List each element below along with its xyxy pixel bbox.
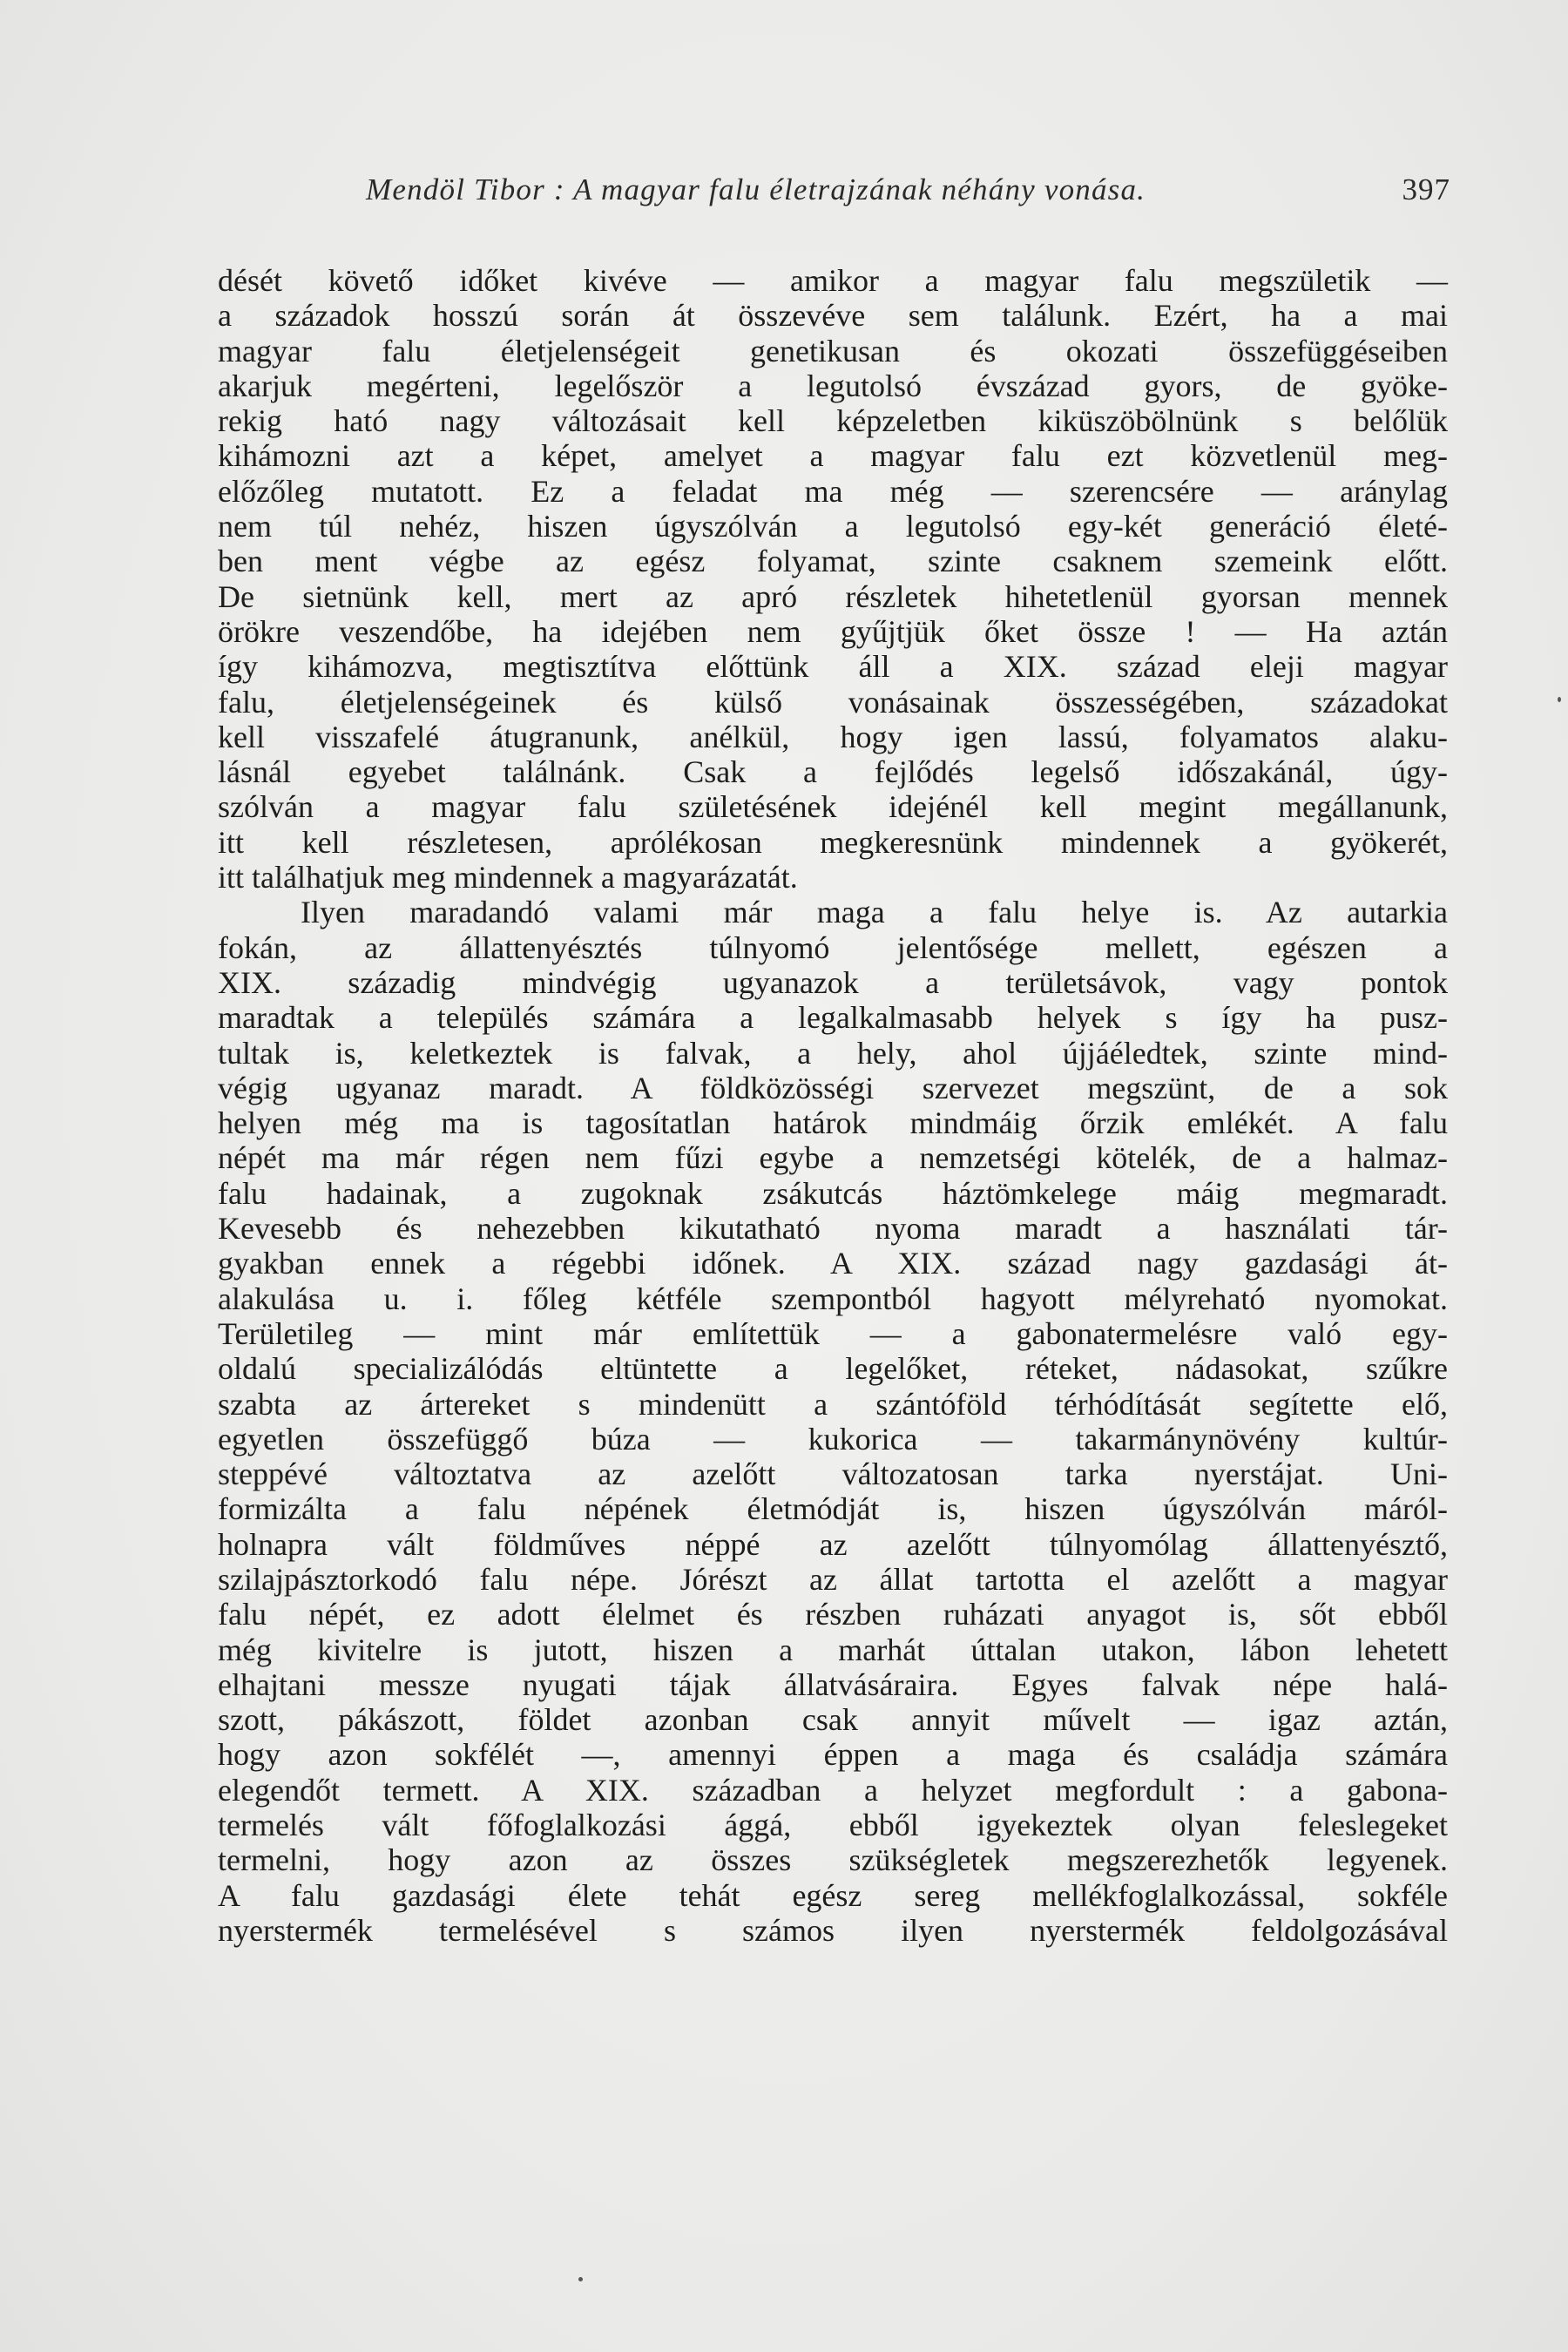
- text-line: tultak is, keletkeztek is falvak, a hely, ahol újjáéledtek, szinte mind-: [218, 1035, 1448, 1071]
- text-line: gyakban ennek a régebbi időnek. A XIX. század nagy gazdasági át-: [218, 1246, 1448, 1281]
- text-line: szilajpásztorkodó falu népe. Jórészt az állat tartotta el azelőtt a magyar: [218, 1561, 1448, 1597]
- text-line: falu, életjelenségeinek és külső vonásainak összességében, századokat: [218, 684, 1448, 720]
- text-line: formizálta a falu népének életmódját is, hiszen úgyszólván máról-: [218, 1491, 1448, 1527]
- text-line: termelés vált főfoglalkozási ággá, ebből igyekeztek olyan feleslegeket: [218, 1808, 1448, 1843]
- text-line: szólván a magyar falu születésének idejénél kell megint megállanunk,: [218, 789, 1448, 825]
- text-line: fokán, az állattenyésztés túlnyomó jelentősége mellett, egészen a: [218, 929, 1448, 965]
- text-line: XIX. századig mindvégig ugyanazok a területsávok, vagy pontok: [218, 964, 1448, 1000]
- text-line: termelni, hogy azon az összes szükségletek megszerezhetők legyenek.: [218, 1842, 1448, 1878]
- text-line: így kihámozva, megtisztítva előttünk áll a XIX. század eleji magyar: [218, 649, 1448, 685]
- text-line: dését követő időket kivéve — amikor a magyar falu megszületik —: [218, 263, 1448, 298]
- text-line: szott, pákászott, földet azonban csak annyit művelt — igaz aztán,: [218, 1702, 1448, 1738]
- text-line: előzőleg mutatott. Ez a feladat ma még — szerencsére — aránylag: [218, 473, 1448, 509]
- print-speck: [1558, 697, 1561, 702]
- text-line: Ilyen maradandó valami már maga a falu helye is. Az autarkia: [301, 895, 1448, 930]
- running-head: [366, 172, 1450, 216]
- text-line: még kivitelre is jutott, hiszen a marhát úttalan utakon, lábon lehetett: [218, 1632, 1448, 1667]
- text-line: elegendőt termett. A XIX. században a helyzet megfordult : a gabona-: [218, 1772, 1448, 1808]
- text-line: nem túl nehéz, hiszen úgyszólván a legutolsó egy-két generáció életé-: [218, 509, 1448, 544]
- text-line: egyetlen összefüggő búza — kukorica — takarmánynövény kultúr-: [218, 1421, 1448, 1456]
- text-line: hogy azon sokfélét —, amennyi éppen a maga és családja számára: [218, 1737, 1448, 1773]
- text-line: a századok hosszú során át összevéve sem találunk. Ezért, ha a mai: [218, 298, 1448, 334]
- running-title: Mendöl Tibor : A magyar falu életrajzának néhány vonása.: [366, 172, 1146, 206]
- text-line: falu hadainak, a zugoknak zsákutcás háztömkelege máig megmaradt.: [218, 1175, 1448, 1211]
- text-line: itt találhatjuk meg mindennek a magyarázatát.: [218, 860, 798, 896]
- text-line: örökre veszendőbe, ha idejében nem gyűjtjük őket össze ! — Ha aztán: [218, 613, 1448, 649]
- text-line: népét ma már régen nem fűzi egybe a nemzetségi kötelék, de a halmaz-: [218, 1140, 1448, 1176]
- text-line: kihámozni azt a képet, amelyet a magyar falu ezt közvetlenül meg-: [218, 438, 1448, 474]
- page-number: 397: [1402, 172, 1450, 206]
- text-line: lásnál egyebet találnánk. Csak a fejlődés legelső időszakánál, úgy-: [218, 754, 1448, 790]
- text-line: helyen még ma is tagosítatlan határok mindmáig őrzik emlékét. A falu: [218, 1105, 1448, 1141]
- paragraph: [218, 895, 1448, 1948]
- text-line: itt kell részletesen, aprólékosan megkeresnünk mindennek a gyökerét,: [218, 824, 1448, 860]
- text-line: holnapra vált földműves néppé az azelőtt túlnyomólag állattenyésztő,: [218, 1526, 1448, 1562]
- text-line: végig ugyanaz maradt. A földközösségi szervezet megszünt, de a sok: [218, 1070, 1448, 1105]
- text-line: nyerstermék termelésével s számos ilyen nyerstermék feldolgozásával: [218, 1912, 1448, 1948]
- paragraph: [218, 263, 1448, 895]
- text-line: De sietnünk kell, mert az apró részletek hihetetlenül gyorsan mennek: [218, 578, 1448, 614]
- text-line: akarjuk megérteni, legelőször a legutolsó évszázad gyors, de gyöke-: [218, 368, 1448, 403]
- text-line: maradtak a település számára a legalkalmasabb helyek s így ha pusz-: [218, 1000, 1448, 1036]
- text-line: rekig ható nagy változásait kell képzeletben kiküszöbölnünk s belőlük: [218, 403, 1448, 439]
- text-line: szabta az ártereket s mindenütt a szántóföld térhódítását segítette elő,: [218, 1386, 1448, 1422]
- text-line: elhajtani messze nyugati tájak állatvásáraira. Egyes falvak népe halá-: [218, 1666, 1448, 1702]
- text-line: Területileg — mint már említettük — a gabonatermelésre való egy-: [218, 1315, 1448, 1351]
- text-line: A falu gazdasági élete tehát egész sereg mellékfoglalkozással, sokféle: [218, 1877, 1448, 1913]
- print-speck: [578, 2277, 583, 2281]
- text-line: ben ment végbe az egész folyamat, szinte csaknem szemeink előtt.: [218, 544, 1448, 579]
- text-line: alakulása u. i. főleg kétféle szempontból hagyott mélyreható nyomokat.: [218, 1281, 1448, 1316]
- text-line: oldalú specializálódás eltüntette a legelőket, réteket, nádasokat, szűkre: [218, 1351, 1448, 1387]
- body-text: [218, 263, 1448, 1948]
- text-line: kell visszafelé átugranunk, anélkül, hogy igen lassú, folyamatos alaku-: [218, 719, 1448, 754]
- text-line: magyar falu életjelenségeit genetikusan és okozati összefüggéseiben: [218, 333, 1448, 368]
- text-line: steppévé változtatva az azelőtt változatosan tarka nyerstájat. Uni-: [218, 1456, 1448, 1492]
- text-line: Kevesebb és nehezebben kikutatható nyoma maradt a használati tár-: [218, 1211, 1448, 1247]
- text-line: falu népét, ez adott élelmet és részben ruházati anyagot is, sőt ebből: [218, 1597, 1448, 1632]
